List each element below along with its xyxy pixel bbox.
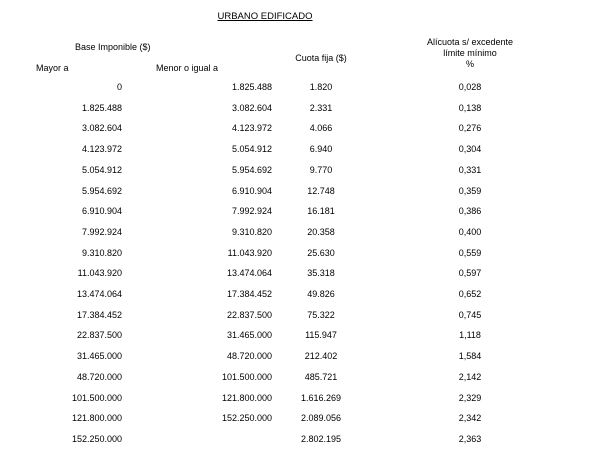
cuota-fija-cell: 20.358 [307,227,335,237]
cuota-fija-cell: 9.770 [309,165,333,175]
alicuota-cell: 0,400 [458,227,482,237]
alicuota-cell: 0,386 [458,206,482,216]
alicuota-header-line3: % [465,59,474,69]
alicuota-cell: 0,559 [458,248,482,258]
mayor-a-cell: 5.954.692 [81,186,122,196]
alicuota-cell: 0,652 [458,289,482,299]
mayor-a-cell: 121.800.000 [71,413,122,423]
alicuota-cell: 2,363 [458,434,482,444]
alicuota-cell: 0,359 [458,186,482,196]
menor-igual-cell: 5.954.692 [231,165,272,175]
cuota-fija-cell: 16.181 [307,206,335,216]
menor-igual-cell: 5.054.912 [231,144,272,154]
mayor-a-cell: 4.123.972 [81,144,122,154]
cuota-fija-cell: 49.826 [307,289,335,299]
menor-igual-cell: 17.384.452 [226,289,272,299]
mayor-a-cell: 101.500.000 [71,393,122,403]
mayor-a-cell: 13.474.064 [76,289,122,299]
mayor-a-cell: 22.837.500 [76,330,122,340]
cuota-fija-cell: 1.820 [309,82,333,92]
menor-igual-cell: 48.720.000 [226,351,272,361]
mayor-a-cell: 9.310.820 [81,248,122,258]
cuota-fija-cell: 485.721 [304,372,338,382]
mayor-a-cell: 1.825.488 [81,103,122,113]
alicuota-header-line1: Alícuota s/ excedente [426,37,514,47]
cuota-fija-cell: 115.947 [305,330,337,340]
alicuota-cell: 0,304 [458,144,482,154]
alicuota-cell: 1,118 [459,330,481,340]
mayor-a-cell: 17.384.452 [76,310,122,320]
cuota-fija-cell: 2.089.056 [300,413,342,423]
menor-igual-cell: 9.310.820 [231,227,272,237]
cuota-fija-cell: 6.940 [309,144,333,154]
menor-igual-cell: 3.082.604 [231,103,272,113]
menor-igual-cell: 4.123.972 [231,123,272,133]
mayor-a-cell: 5.054.912 [81,165,122,175]
cuota-fija-cell: 35.318 [307,268,335,278]
cuota-fija-cell: 2.331 [309,103,333,113]
cuota-fija-cell: 212.402 [304,351,338,361]
base-imponible-header: Base Imponible ($) [75,42,151,52]
alicuota-cell: 0,331 [458,165,482,175]
menor-igual-cell: 31.465.000 [226,330,272,340]
cuota-fija-cell: 4.066 [309,123,333,133]
alicuota-cell: 0,028 [458,82,482,92]
mayor-a-cell: 6.910.904 [81,206,122,216]
mayor-a-cell: 0 [116,82,122,92]
menor-igual-cell: 121.800.000 [221,393,272,403]
cuota-fija-header: Cuota fija ($) [295,53,347,63]
alicuota-cell: 0,276 [458,123,482,133]
menor-igual-cell: 101.500.000 [221,372,272,382]
cuota-fija-cell: 25.630 [307,248,335,258]
alicuota-cell: 0,745 [458,310,482,320]
table-title: URBANO EDIFICADO [217,11,313,22]
mayor-a-cell: 7.992.924 [81,227,122,237]
menor-igual-cell: 22.837.500 [226,310,272,320]
mayor-a-cell: 152.250.000 [71,434,122,444]
alicuota-cell: 2,142 [458,372,482,382]
alicuota-cell: 1,584 [458,351,482,361]
menor-igual-cell: 152.250.000 [221,413,272,423]
alicuota-cell: 2,329 [458,393,482,403]
menor-igual-cell: 11.043.920 [227,248,272,258]
cuota-fija-cell: 75.322 [307,310,335,320]
alicuota-cell: 2,342 [458,413,482,423]
cuota-fija-cell: 2.802.195 [300,434,342,444]
alicuota-cell: 0,597 [458,268,482,278]
menor-igual-cell: 13.474.064 [226,268,272,278]
mayor-a-cell: 48.720.000 [76,372,122,382]
cuota-fija-cell: 12.748 [307,186,335,196]
menor-igual-cell: 7.992.924 [231,206,272,216]
menor-igual-cell: 6.910.904 [231,186,272,196]
mayor-a-cell: 11.043.920 [77,268,122,278]
alicuota-header-line2: límite mínimo [443,48,497,58]
mayor-a-header: Mayor a [36,63,69,73]
menor-igual-header: Menor o igual a [156,63,219,73]
mayor-a-cell: 31.465.000 [76,351,122,361]
alicuota-cell: 0,138 [458,103,482,113]
cuota-fija-cell: 1.616.269 [300,393,342,403]
mayor-a-cell: 3.082.604 [81,123,122,133]
menor-igual-cell: 1.825.488 [231,82,272,92]
